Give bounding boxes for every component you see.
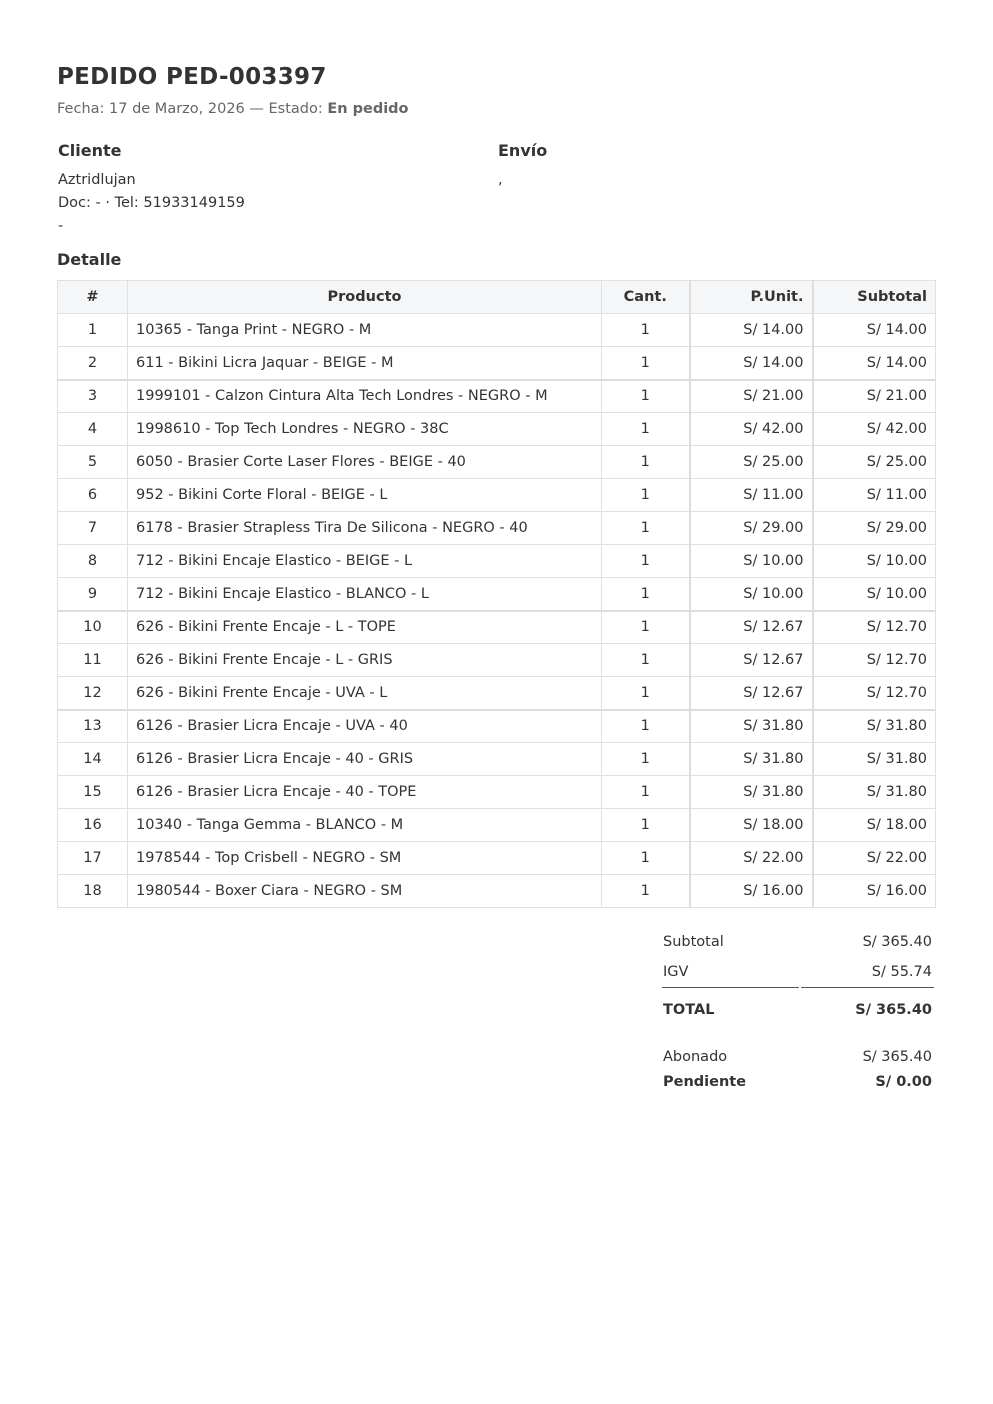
row-quantity: 1 [602, 842, 690, 875]
column-header-unit-price: P.Unit. [690, 281, 813, 314]
table-row [58, 545, 936, 578]
row-number: 17 [58, 842, 128, 875]
row-subtotal: S/ 22.00 [813, 842, 936, 875]
row-product: 1998610 - Top Tech Londres - NEGRO - 38C [128, 413, 602, 446]
row-quantity: 1 [602, 512, 690, 545]
column-header-product: Producto [128, 281, 602, 314]
column-header-number: # [58, 281, 128, 314]
row-quantity: 1 [602, 710, 690, 743]
row-number: 11 [58, 644, 128, 677]
row-product: 626 - Bikini Frente Encaje - UVA - L [128, 677, 602, 710]
row-number: 14 [58, 743, 128, 776]
table-row [58, 677, 936, 710]
table-row [58, 512, 936, 545]
row-number: 1 [58, 314, 128, 347]
row-quantity: 1 [602, 578, 690, 611]
table-row [58, 479, 936, 512]
table-row [58, 710, 936, 743]
table-row [58, 809, 936, 842]
row-product: 1980544 - Boxer Ciara - NEGRO - SM [128, 875, 602, 908]
row-quantity: 1 [602, 875, 690, 908]
row-subtotal: S/ 31.80 [813, 743, 936, 776]
row-number: 15 [58, 776, 128, 809]
table-row [58, 611, 936, 644]
row-product: 1999101 - Calzon Cintura Alta Tech Londres - NEGRO - M [128, 380, 602, 413]
row-product: 10365 - Tanga Print - NEGRO - M [128, 314, 602, 347]
paid-label: Abonado [663, 1049, 728, 1065]
row-number: 18 [58, 875, 128, 908]
row-product: 611 - Bikini Licra Jaquar - BEIGE - M [128, 347, 602, 380]
table-row [58, 446, 936, 479]
row-product: 712 - Bikini Encaje Elastico - BEIGE - L [128, 545, 602, 578]
table-row [58, 875, 936, 908]
items-body [58, 314, 936, 908]
shipping-address: , [498, 172, 503, 188]
row-unit-price: S/ 10.00 [690, 578, 813, 611]
row-quantity: 1 [602, 545, 690, 578]
row-number: 6 [58, 479, 128, 512]
table-row [58, 743, 936, 776]
total-row [662, 988, 934, 1032]
table-row [58, 413, 936, 446]
row-subtotal: S/ 18.00 [813, 809, 936, 842]
row-product: 1978544 - Top Crisbell - NEGRO - SM [128, 842, 602, 875]
row-quantity: 1 [602, 776, 690, 809]
order-date: Fecha: 17 de Marzo, 2026 — Estado: [57, 101, 328, 117]
row-unit-price: S/ 31.80 [690, 710, 813, 743]
row-number: 16 [58, 809, 128, 842]
shipping-heading: Envío [498, 141, 548, 160]
column-header-subtotal: Subtotal [813, 281, 936, 314]
row-number: 3 [58, 380, 128, 413]
column-header-qty: Cant. [602, 281, 690, 314]
row-subtotal: S/ 29.00 [813, 512, 936, 545]
row-subtotal: S/ 10.00 [813, 545, 936, 578]
row-unit-price: S/ 16.00 [690, 875, 813, 908]
row-unit-price: S/ 10.00 [690, 545, 813, 578]
row-subtotal: S/ 14.00 [813, 314, 936, 347]
row-unit-price: S/ 12.67 [690, 611, 813, 644]
total-value: S/ 365.40 [855, 1002, 932, 1018]
order-document [57, 58, 935, 1106]
row-quantity: 1 [602, 611, 690, 644]
detail-heading: Detalle [57, 250, 122, 269]
igv-row [662, 957, 934, 988]
row-quantity: 1 [602, 479, 690, 512]
row-number: 13 [58, 710, 128, 743]
row-subtotal: S/ 42.00 [813, 413, 936, 446]
pending-value: S/ 0.00 [875, 1073, 932, 1090]
row-quantity: 1 [602, 743, 690, 776]
row-unit-price: S/ 25.00 [690, 446, 813, 479]
row-product: 626 - Bikini Frente Encaje - L - TOPE [128, 611, 602, 644]
row-unit-price: S/ 42.00 [690, 413, 813, 446]
table-row [58, 314, 936, 347]
row-quantity: 1 [602, 413, 690, 446]
row-product: 712 - Bikini Encaje Elastico - BLANCO - L [128, 578, 602, 611]
client-extra: - [58, 218, 64, 234]
subtotal-value: S/ 365.40 [862, 933, 932, 950]
table-row [58, 347, 936, 380]
row-quantity: 1 [602, 314, 690, 347]
table-row [58, 644, 936, 677]
igv-label: IGV [662, 957, 799, 988]
row-product: 6050 - Brasier Corte Laser Flores - BEIGE - 40 [128, 446, 602, 479]
total-label: TOTAL [663, 1002, 715, 1018]
info-section [57, 139, 935, 239]
row-number: 4 [58, 413, 128, 446]
row-subtotal: S/ 12.70 [813, 611, 936, 644]
row-unit-price: S/ 12.67 [690, 677, 813, 710]
row-unit-price: S/ 12.67 [690, 644, 813, 677]
order-title: PEDIDO PED-003397 [57, 64, 327, 90]
row-unit-price: S/ 29.00 [690, 512, 813, 545]
row-subtotal: S/ 31.80 [813, 776, 936, 809]
row-unit-price: S/ 18.00 [690, 809, 813, 842]
row-unit-price: S/ 14.00 [690, 314, 813, 347]
row-number: 7 [58, 512, 128, 545]
row-unit-price: S/ 31.80 [690, 776, 813, 809]
row-product: 10340 - Tanga Gemma - BLANCO - M [128, 809, 602, 842]
row-number: 12 [58, 677, 128, 710]
row-unit-price: S/ 11.00 [690, 479, 813, 512]
subtotal-row [662, 926, 934, 957]
totals-section [57, 926, 935, 1106]
row-quantity: 1 [602, 677, 690, 710]
row-number: 10 [58, 611, 128, 644]
row-subtotal: S/ 31.80 [813, 710, 936, 743]
client-block [58, 139, 245, 238]
row-number: 5 [58, 446, 128, 479]
shipping-block [498, 139, 547, 192]
paid-value: S/ 365.40 [862, 1049, 932, 1065]
row-product: 6178 - Brasier Strapless Tira De Silicona - NEGRO - 40 [128, 512, 602, 545]
row-unit-price: S/ 14.00 [690, 347, 813, 380]
table-row [58, 842, 936, 875]
row-product: 6126 - Brasier Licra Encaje - 40 - TOPE [128, 776, 602, 809]
table-row [58, 776, 936, 809]
client-name: Aztridlujan [58, 172, 136, 188]
row-unit-price: S/ 22.00 [690, 842, 813, 875]
row-subtotal: S/ 12.70 [813, 677, 936, 710]
row-unit-price: S/ 31.80 [690, 743, 813, 776]
client-doc: Doc: - · Tel: 51933149159 [58, 195, 245, 211]
row-quantity: 1 [602, 446, 690, 479]
subtotal-label: Subtotal [663, 933, 724, 950]
row-quantity: 1 [602, 809, 690, 842]
row-unit-price: S/ 21.00 [690, 380, 813, 413]
row-quantity: 1 [602, 347, 690, 380]
pending-row [662, 1065, 934, 1098]
row-product: 626 - Bikini Frente Encaje - L - GRIS [128, 644, 602, 677]
row-quantity: 1 [602, 644, 690, 677]
row-subtotal: S/ 21.00 [813, 380, 936, 413]
client-heading: Cliente [58, 141, 122, 160]
row-subtotal: S/ 11.00 [813, 479, 936, 512]
items-table [57, 280, 936, 908]
row-subtotal: S/ 16.00 [813, 875, 936, 908]
table-row [58, 578, 936, 611]
totals-table [662, 926, 934, 1098]
row-number: 2 [58, 347, 128, 380]
row-product: 952 - Bikini Corte Floral - BEIGE - L [128, 479, 602, 512]
table-row [58, 380, 936, 413]
order-status: En pedido [327, 101, 409, 117]
igv-value: S/ 55.74 [801, 957, 934, 988]
row-subtotal: S/ 14.00 [813, 347, 936, 380]
row-number: 9 [58, 578, 128, 611]
row-quantity: 1 [602, 380, 690, 413]
row-product: 6126 - Brasier Licra Encaje - UVA - 40 [128, 710, 602, 743]
table-header-row [58, 281, 936, 314]
order-meta [57, 99, 935, 119]
row-subtotal: S/ 12.70 [813, 644, 936, 677]
pending-label: Pendiente [663, 1073, 747, 1090]
row-product: 6126 - Brasier Licra Encaje - 40 - GRIS [128, 743, 602, 776]
row-subtotal: S/ 25.00 [813, 446, 936, 479]
paid-row [662, 1032, 934, 1065]
row-number: 8 [58, 545, 128, 578]
row-subtotal: S/ 10.00 [813, 578, 936, 611]
